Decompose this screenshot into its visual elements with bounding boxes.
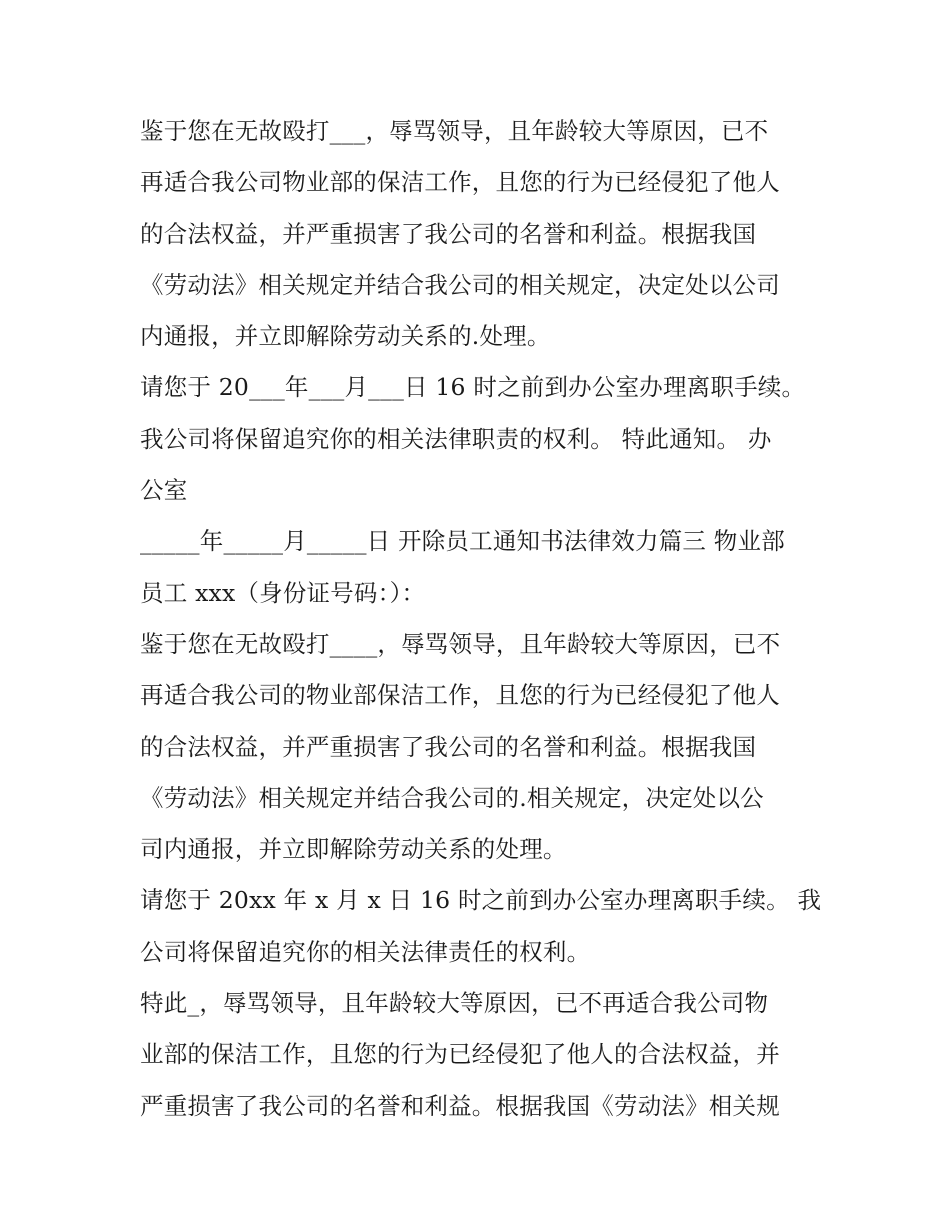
text-line: 业部的保洁工作，且您的行为已经侵犯了他人的合法权益，并 — [140, 1040, 780, 1069]
text-line: 严重损害了我公司的名誉和利益。根据我国《劳动法》相关规 — [140, 1091, 780, 1120]
text-line: 我公司将保留追究你的相关法律职责的权利。 特此通知。 办 — [140, 424, 772, 453]
text-line: 《劳动法》相关规定并结合我公司的相关规定，决定处以公司 — [140, 270, 780, 299]
text-line: 《劳动法》相关规定并结合我公司的.相关规定，决定处以公 — [140, 783, 764, 812]
text-line: 员工 xxx（身份证号码：）： — [140, 578, 426, 607]
text-line: 再适合我公司物业部的保洁工作，且您的行为已经侵犯了他人 — [140, 168, 780, 197]
text-line: 鉴于您在无故殴打___，辱骂领导，且年龄较大等原因，已不 — [140, 117, 769, 145]
text-line: 的合法权益，并严重损害了我公司的名誉和利益。根据我国 — [140, 219, 757, 248]
text-line: 公室 — [140, 476, 188, 505]
text-line: _____年_____月_____日 开除员工通知书法律效力篇三 物业部 — [140, 527, 785, 556]
text-line: 的合法权益，并严重损害了我公司的名誉和利益。根据我国 — [140, 732, 757, 761]
text-line: 司内通报，并立即解除劳动关系的处理。 — [140, 835, 567, 864]
text-line: 公司将保留追究你的相关法律责任的权利。 — [140, 937, 591, 966]
text-line: 请您于 20___年___月___日 16 时之前到办公室办理离职手续。 — [140, 373, 806, 402]
text-line: 请您于 20xx 年 x 月 x 日 16 时之前到办公室办理离职手续。 我 — [140, 886, 822, 915]
text-line: 内通报，并立即解除劳动关系的.处理。 — [140, 322, 551, 351]
text-line: 特此_，辱骂领导，且年龄较大等原因，已不再适合我公司物 — [140, 989, 769, 1018]
text-line: 鉴于您在无故殴打____，辱骂领导，且年龄较大等原因，已不 — [140, 629, 781, 658]
text-line: 再适合我公司的物业部保洁工作，且您的行为已经侵犯了他人 — [140, 681, 780, 710]
document-body — [140, 106, 820, 1132]
